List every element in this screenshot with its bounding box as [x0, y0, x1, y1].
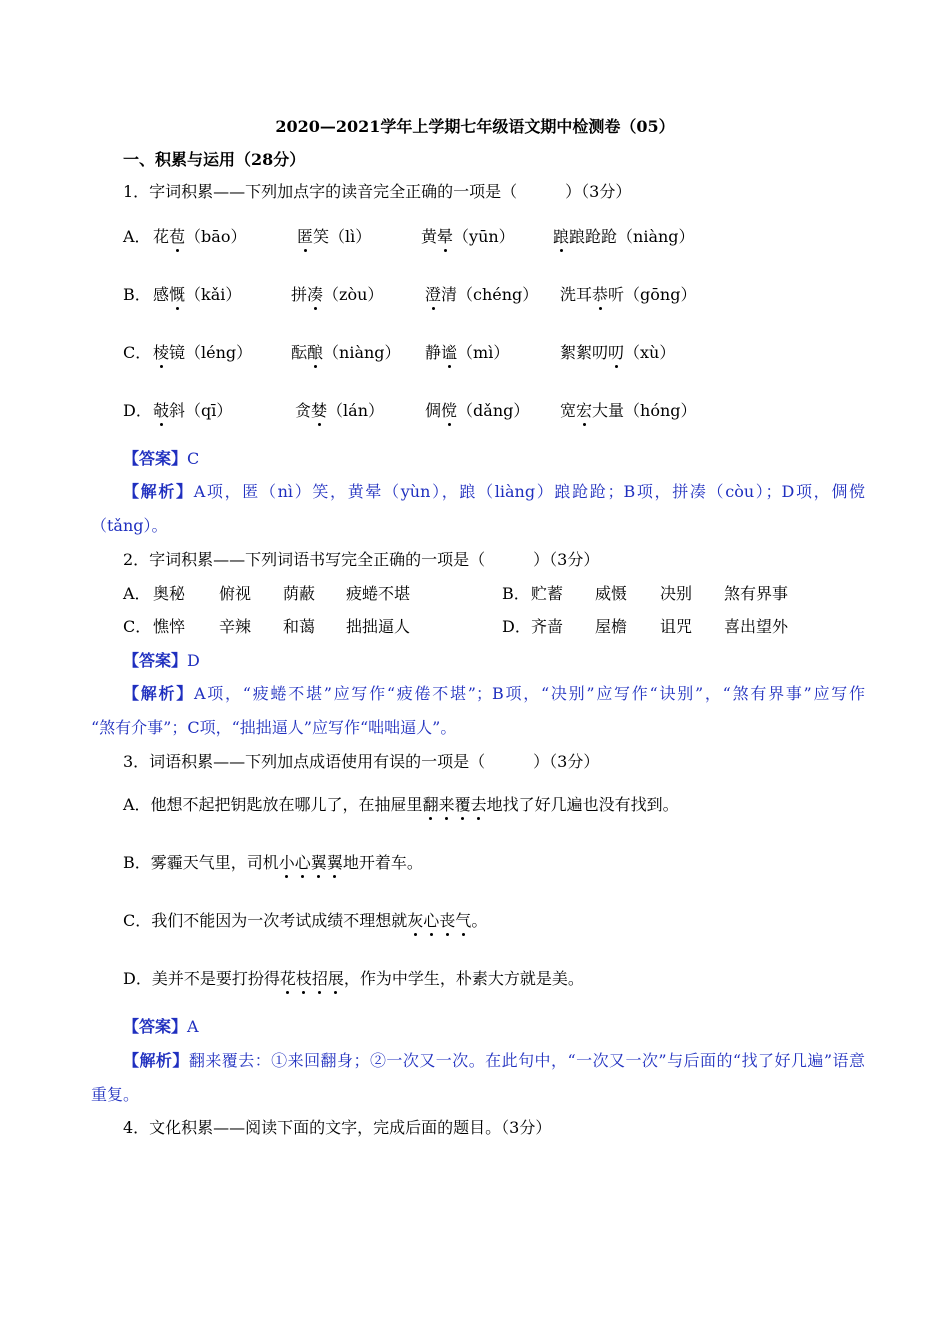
q3-option-c: C．我们不能因为一次考试成绩不理想就灰心丧气。 — [123, 911, 488, 930]
q1-analysis: 【解析】A项，匿（nì）笑，黄晕（yùn），踉（liàng）踉跄跄；B项，拼凑（còu）；D项，倜傥 — [123, 482, 865, 501]
q1-stem: 1．字词积累——下列加点字的读音完全正确的一项是（ ）（3分） — [123, 182, 632, 201]
dotted-char: 翻 — [422, 795, 439, 814]
option-item: 棱镜（léng） — [153, 343, 253, 362]
option-item: 花苞（bāo） — [153, 227, 247, 246]
option-word: 屋檐 — [595, 617, 628, 636]
option-item: 酝酿（niàng） — [291, 343, 401, 362]
dotted-char: 翼 — [326, 853, 343, 872]
option-item: 洗耳恭听（gōng） — [560, 285, 697, 304]
option-item: 絮絮叨叨（xù） — [560, 343, 676, 362]
q1-analysis-cont: （tǎng）。 — [91, 516, 168, 535]
q2-analysis-cont: “煞有介事”；C项，“拙拙逼人”应写作“咄咄逼人”。 — [91, 718, 457, 737]
option-item: 宽宏大量（hóng） — [560, 401, 697, 420]
section-heading: 一、积累与运用（28分） — [123, 150, 306, 169]
dotted-char: 去 — [470, 795, 487, 814]
option-label: C． — [123, 343, 152, 362]
dotted-char: 枝 — [295, 969, 312, 988]
q3-option-a: A．他想不起把钥匙放在哪儿了，在抽屉里翻来覆去地找了好几遍也没有找到。 — [123, 795, 679, 814]
option-word: 威慑 — [595, 584, 628, 603]
q3-stem: 3．词语积累——下列加点成语使用有误的一项是（ ）（3分） — [123, 752, 600, 771]
dotted-char: 丧 — [439, 911, 456, 930]
q2-stem: 2．字词积累——下列词语书写完全正确的一项是（ ）（3分） — [123, 550, 600, 569]
q3-option-d: D．美并不是要打扮得花枝招展，作为中学生，朴素大方就是美。 — [123, 969, 584, 988]
q2-answer: 【答案】D — [123, 651, 200, 670]
dotted-char: 气 — [455, 911, 472, 930]
option-item: 感慨（kǎi） — [153, 285, 242, 304]
dotted-char: 花 — [279, 969, 296, 988]
option-item: 黄晕（yūn） — [421, 227, 515, 246]
option-item: 匿笑（lì） — [297, 227, 372, 246]
option-label: B． — [502, 584, 530, 603]
option-word: 奥秘 — [153, 584, 186, 603]
q3-analysis-cont: 重复。 — [91, 1085, 140, 1104]
dotted-idiom — [423, 795, 487, 814]
dotted-char: 招 — [311, 969, 328, 988]
option-label: A． — [123, 227, 151, 246]
option-word: 贮蓄 — [531, 584, 564, 603]
option-label: D． — [123, 401, 152, 420]
option-word: 喜出望外 — [724, 617, 789, 636]
option-word: 疲蜷不堪 — [346, 584, 411, 603]
page-title: 2020—2021学年上学期七年级语文期中检测卷（05） — [275, 117, 675, 136]
option-item: 贪婪（lán） — [295, 401, 384, 420]
option-label: D． — [502, 617, 531, 636]
option-label: A． — [123, 584, 151, 603]
dotted-char: 心 — [423, 911, 440, 930]
option-item: 攲斜（qī） — [153, 401, 233, 420]
option-word: 决别 — [660, 584, 693, 603]
q1-answer: 【答案】C — [123, 449, 200, 468]
option-word: 俯视 — [219, 584, 252, 603]
q2-analysis: 【解析】A项，“疲蜷不堪”应写作“疲倦不堪”；B项，“决别”应写作“诀别”，“煞有界事”应写作 — [123, 684, 865, 703]
dotted-idiom — [279, 853, 343, 872]
option-word: 煞有界事 — [724, 584, 789, 603]
q3-option-b: B．雾霾天气里，司机小心翼翼地开着车。 — [123, 853, 423, 872]
option-word: 和蔼 — [283, 617, 316, 636]
dotted-char: 小 — [278, 853, 295, 872]
dotted-char: 心 — [294, 853, 311, 872]
option-word: 荫蔽 — [283, 584, 316, 603]
option-word: 辛辣 — [219, 617, 252, 636]
option-item: 静谧（mì） — [425, 343, 510, 362]
option-item: 倜傥（dǎng） — [425, 401, 530, 420]
option-label: C． — [123, 617, 152, 636]
dotted-char: 灰 — [407, 911, 424, 930]
dotted-char: 展 — [327, 969, 344, 988]
dotted-char: 覆 — [454, 795, 471, 814]
dotted-idiom — [407, 911, 471, 930]
q4-stem: 4．文化积累——阅读下面的文字，完成后面的题目。（3分） — [123, 1118, 552, 1137]
option-word: 憔悴 — [153, 617, 186, 636]
option-word: 拙拙逼人 — [346, 617, 411, 636]
option-item: 澄清（chéng） — [425, 285, 539, 304]
dotted-char: 翼 — [310, 853, 327, 872]
dotted-idiom — [280, 969, 344, 988]
q3-answer: 【答案】A — [123, 1017, 199, 1036]
option-item: 拼凑（zòu） — [291, 285, 384, 304]
option-word: 齐啬 — [531, 617, 564, 636]
option-label: B． — [123, 285, 151, 304]
q3-analysis: 【解析】翻来覆去：①来回翻身；②一次又一次。在此句中，“一次又一次”与后面的“找了好几遍”语意 — [123, 1051, 865, 1070]
option-item: 踉踉跄跄（niàng） — [553, 227, 695, 246]
option-word: 诅咒 — [660, 617, 693, 636]
dotted-char: 来 — [438, 795, 455, 814]
